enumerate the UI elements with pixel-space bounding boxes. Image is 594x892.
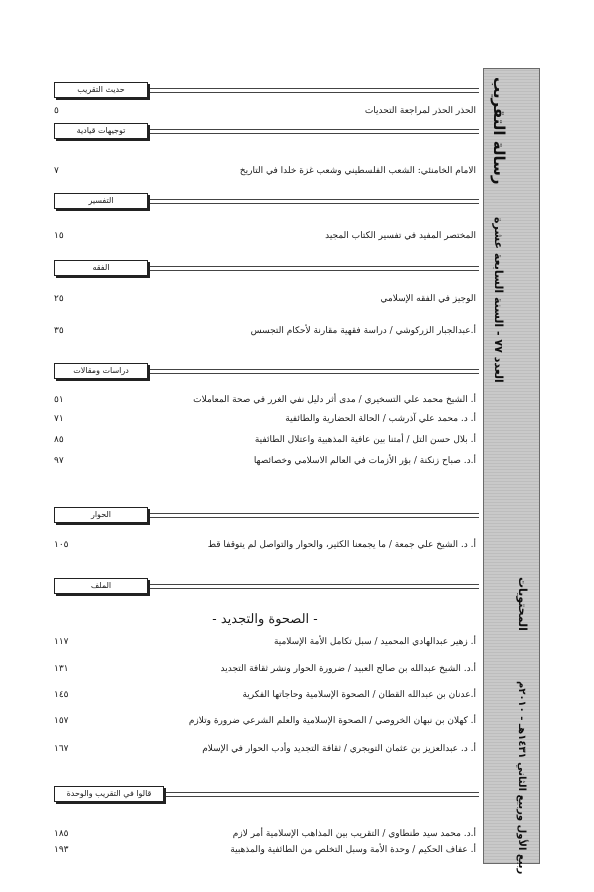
entry-page: ٥ <box>54 106 59 116</box>
entry-page: ٨٥ <box>54 435 64 445</box>
toc-entry[interactable] <box>54 845 476 859</box>
toc-entry[interactable] <box>54 166 476 180</box>
file-subtitle: - الصحوة والتجديد - <box>212 612 318 627</box>
entry-page: ١٠٥ <box>54 540 69 550</box>
section-rule <box>166 792 479 797</box>
section-rule <box>150 129 479 134</box>
section-label: دراسات ومقالات <box>54 363 148 379</box>
section-rule <box>150 199 479 204</box>
entry-page: ١٣١ <box>54 664 69 674</box>
section-header <box>54 82 479 98</box>
entry-page: ١٨٥ <box>54 829 69 839</box>
entry-title: المختصر المفيد في تفسير الكتاب المجيد <box>325 231 476 241</box>
issue-date: ربيع الأول وربيع الثاني ١٤٣١هـ - ٢٠١٠م <box>516 681 527 875</box>
section-label: قالوا في التقريب والوحدة <box>54 786 164 802</box>
entry-title: أ.د. محمد سيد طنطاوي / التقريب بين المذاهب الإسلامية أمر لازم <box>232 829 476 839</box>
entry-page: ١٩٣ <box>54 845 69 855</box>
section-header <box>54 507 479 523</box>
toc-entry[interactable] <box>54 664 476 678</box>
toc-entry[interactable] <box>54 637 476 651</box>
entry-page: ١٥ <box>54 231 64 241</box>
issue-info: العدد ٧٧ - السنة السابعة عشرة <box>492 217 505 383</box>
section-rule <box>150 369 479 374</box>
toc-entry[interactable] <box>54 106 476 120</box>
entry-title: أ. عفاف الحكيم / وحدة الأمة وسبل التخلص من الطائفية والمذهبية <box>230 845 476 855</box>
sidebar-banner <box>483 68 540 875</box>
section-header <box>54 123 479 139</box>
toc-entry[interactable] <box>54 540 476 554</box>
toc-entry[interactable] <box>54 395 476 409</box>
entry-page: ٥١ <box>54 395 64 405</box>
entry-title: الوجيز في الفقه الإسلامي <box>380 294 476 304</box>
entry-page: ١٤٥ <box>54 690 69 700</box>
section-rule <box>150 584 479 589</box>
section-header <box>54 363 479 379</box>
entry-title: الحذر الحذر لمراجعة التحديات <box>364 106 476 116</box>
section-label: الحوار <box>54 507 148 523</box>
section-label: حديث التقريب <box>54 82 148 98</box>
toc-entry[interactable] <box>54 294 476 308</box>
entry-page: ٧ <box>54 166 59 176</box>
toc-entry[interactable] <box>54 744 476 758</box>
section-rule <box>150 266 479 271</box>
toc-entry[interactable] <box>54 414 476 428</box>
toc-entry[interactable] <box>54 326 476 340</box>
section-label: التفسير <box>54 193 148 209</box>
section-header <box>54 260 479 276</box>
entry-page: ٧١ <box>54 414 64 424</box>
entry-title: أ.عدنان بن عبدالله القطان / الصحوة الإسلامية وحاجاتها الفكرية <box>242 690 476 700</box>
toc-entry[interactable] <box>54 435 476 449</box>
entry-page: ٣٥ <box>54 326 64 336</box>
section-header <box>54 786 479 802</box>
section-rule <box>150 88 479 93</box>
entry-title: أ. الشيخ محمد علي التسخيري / مدى أثر دليل نفي الغرر في صحة المعاملات <box>193 395 476 405</box>
entry-page: ١٦٧ <box>54 744 69 754</box>
entry-title: أ. كهلان بن نبهان الخروصي / الصحوة الإسلامية والعلم الشرعي ضرورة وتلازم <box>188 716 476 726</box>
entry-title: أ. د. عبدالعزيز بن عثمان التويجري / ثقافة التجديد وأدب الحوار في الإسلام <box>202 744 476 754</box>
section-label: الملف <box>54 578 148 594</box>
toc-entry[interactable] <box>54 456 476 470</box>
entry-page: ١٥٧ <box>54 716 69 726</box>
entry-title: أ. د. الشيخ علي جمعة / ما يجمعنا الكثير، والحوار والتواصل لم يتوقفا قط <box>207 540 476 550</box>
entry-title: أ.د. صباح زنكنة / بؤر الأزمات في العالم الاسلامي وخصائصها <box>253 456 476 466</box>
entry-title: أ. د. محمد علي آذرشب / الحالة الحضارية والطائفية <box>285 414 476 424</box>
entry-title: أ. بلال حسن التل / أمتنا بين عافية المذهبية واعتلال الطائفية <box>254 435 476 445</box>
contents-label: المحتويات <box>516 577 529 631</box>
entry-page: ٢٥ <box>54 294 64 304</box>
toc-entry[interactable] <box>54 690 476 704</box>
entry-page: ٩٧ <box>54 456 64 466</box>
journal-title: رسالة التقريب <box>490 77 508 185</box>
entry-title: الامام الخامنئي: الشعب الفلسطيني وشعب غزة خلدا في التاريخ <box>239 166 476 176</box>
entry-page: ١١٧ <box>54 637 69 647</box>
toc-entry[interactable] <box>54 716 476 730</box>
entry-title: أ.عبدالجبار الزركوشي / دراسة فقهية مقارنة لأحكام التجسس <box>250 326 476 336</box>
section-label: الفقه <box>54 260 148 276</box>
entry-title: أ. زهير عبدالهادي المحميد / سبل تكامل الأمة الإسلامية <box>273 637 476 647</box>
section-header <box>54 578 479 594</box>
section-rule <box>150 513 479 518</box>
section-label: توجيهات قيادية <box>54 123 148 139</box>
section-header <box>54 193 479 209</box>
toc-entry[interactable] <box>54 829 476 843</box>
toc-entry[interactable] <box>54 231 476 245</box>
entry-title: أ.د. الشيخ عبدالله بن صالح العبيد / ضرورة الحوار ونشر ثقافة التجديد <box>220 664 476 674</box>
